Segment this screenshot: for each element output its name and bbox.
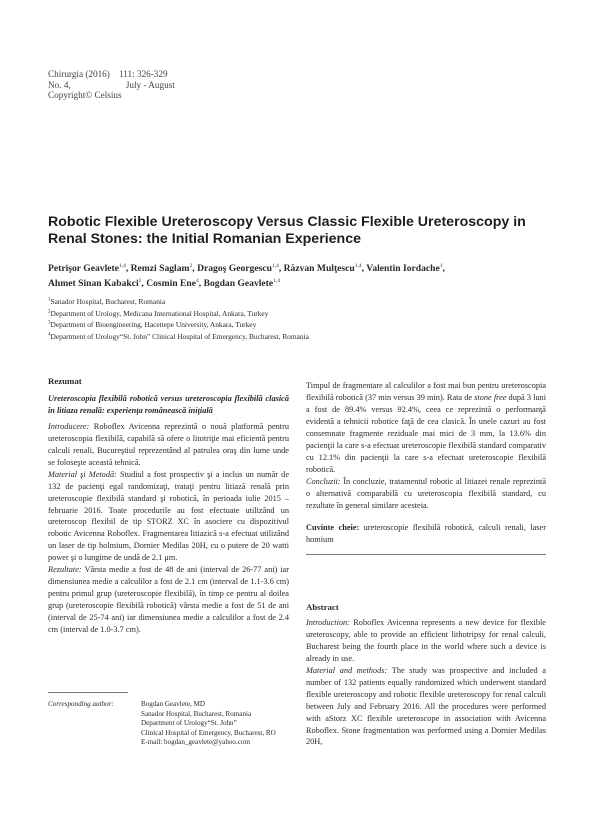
affiliation: $^3$Department of Bioengineering, Hacettepe University, Ankara, Turkey [48,320,257,330]
journal-header [48,69,175,101]
corresponding-details [141,700,301,748]
article-title: Robotic Flexible Ureteroscopy Versus Classic Flexible Ureteroscopy in Renal Stones: the Initial Romanian Experience [48,214,526,247]
corresponding-label: Corresponding author: [48,700,114,708]
author-list [48,261,558,291]
abstract-intro: Introduction: Roboflex Avicenna represents a new device for flexible ureteroscopy, able to provide an efficient lithotripsy for renal calculi, Bucharest being the fourth place in the world where such a device is already in use. [306,617,546,663]
author: Răzvan Mulţescu$^{1,4}$, [283,262,367,274]
rezumat-methods: Material şi Metodă: Studiul a fost prospectiv şi a inclus un număr de 132 de pacienţi egal randomizaţi, trataţi pentru litiază renală prin ureteroscopie flexibilă standard şi robotică, în perioada iulie 2015 – februarie 2016. Toate procedurile au fost efectuate utilizând un ureteroscop flexibil de tip STORZ XC în asociere cu dispozitivul robotic Avicenna Roboflex. Fragmentarea litiazică s-a efectuat utilizând un laser de tip holmium, Dornier Medilas 20H, cu o putere de 20 watti power şi o lungime de undă de 2.1 μm. [48,469,290,563]
author: Bogdan Geavlete$^{1,4}$ [203,277,281,289]
affiliation: $^1$Sanador Hospital, Bucharest, Romania [48,297,166,306]
rezumat-results-cont: Timpul de fragmentare al calculilor a fost mai bun pentru ureteroscopia flexibilă robotică (37 min versus 39 min). Rata de stone free după 3 luni a fost de 89.4% versus 92.4%, ceea ce reprezintă o performanţă evidentă a tehnicii robotice faţă de cea clasică. În unele cazuri au fost consemnate fragmente reziduale mai mici de 3 mm, la 13.6% din pacienţii la care s-a efectuat ureteroscopie flexibilă standard comparativ cu 12.1% din pacienţii la care s-a efectuat ureteroscopie flexibilă robotică. [306,381,546,474]
corresponding-line: Bogdan Geavlete, MD [141,700,206,708]
author: Cosmin Ene$^4$, [146,277,204,289]
corresponding-email[interactable]: E-mail: bogdan_geavlete@yahoo.com [141,738,250,747]
affiliation: $^4$Department of Urology“St. John” Clinical Hospital of Emergency, Bucharest, Romania [48,331,309,341]
journal-issue: No. 4, July - August [48,79,175,90]
author: Petrişor Geavlete$^{1,4}$, [48,262,131,274]
abstract-section [306,602,546,748]
abstract-heading: Abstract [306,602,339,612]
corresponding-line: Department of Urology“St. John” [141,719,237,728]
rezumat-section [48,376,289,636]
rezumat-keywords: Cuvinte cheie: ureteroscopie flexibilă robotică, calculi renali, laser homium [306,523,546,545]
journal-citation: Chirurgia (2016) 111: 326-329 [48,69,168,79]
rezumat-conclusions: Concluzii: În concluzie, tratamentul robotic al litiazei renale reprezintă o alternativă comparabilă cu ureteroscopia flexibilă standard, cu rezultate în general similare acesteia. [306,476,546,510]
author: Valentin Iordache$^1$, [366,262,445,274]
footnote-rule [48,692,128,693]
author: Remzi Saglam$^2$, [130,262,198,274]
section-divider [306,554,546,555]
corresponding-line: Sanador Hospital, Bucharest, Romania [141,709,252,718]
affiliation-list [48,296,548,342]
rezumat-results: Rezultate: Vârsta medie a fost de 48 de ani (interval de 26-77 ani) iar dimensiunea medie a calculilor a fost de 2.1 cm (interval de 1.1-3.6 cm) pentru primul grup (ureteroscopie flexibilă), în timp ce pentru al doilea grup (ureteroscopie flexibilă robotică) vârsta medie a fost de 51 de ani (interval de 25-74 ani) iar dimensiunea medie a calculilor a fost de 2.4 cm (interval de 1.0-3.7 cm). [48,565,289,635]
rezumat-intro: Introducere: Roboflex Avicenna reprezintă o nouă platformă pentru ureteroscopia flexibilă, capabilă să ofere o litotriţie mai eficientă pentru calculi renali, Bucureştiul reprezentând al patrulea oraş din lume unde se foloseşte această tehnică. [48,421,289,467]
rezumat-heading: Rezumat [48,376,82,386]
author: Dragoş Georgescu$^{1,4}$, [197,262,284,274]
rezumat-subtitle: Ureteroscopia flexibilă robotică versus ureteroscopia flexibilă clasică în litiaza renală: experienţa românească iniţială [48,393,289,415]
journal-copyright: Copyright© Celsius [48,90,122,101]
affiliation: $^2$Department of Urology, Medicana International Hospital, Ankara, Turkey [48,308,269,318]
corresponding-line: Clinical Hospital of Emergency, Bucharest, RO [141,728,276,737]
rezumat-continued [306,380,546,546]
abstract-methods: Material and methods: The study was prospective and included a number of 132 patients equally randomized which underwent standard flexible ureteroscopy and robotic flexible ureteroscopy for renal calculi between July and February 2016. All the procedures were performed with aStorz XC flexible ureteroscope in association with Avicenna Roboflex. Stone fragmentation was performed using a Dornier Medilas 20H, [306,665,546,747]
author: Ahmet Sinan Kabakci$^2$, [48,277,147,289]
